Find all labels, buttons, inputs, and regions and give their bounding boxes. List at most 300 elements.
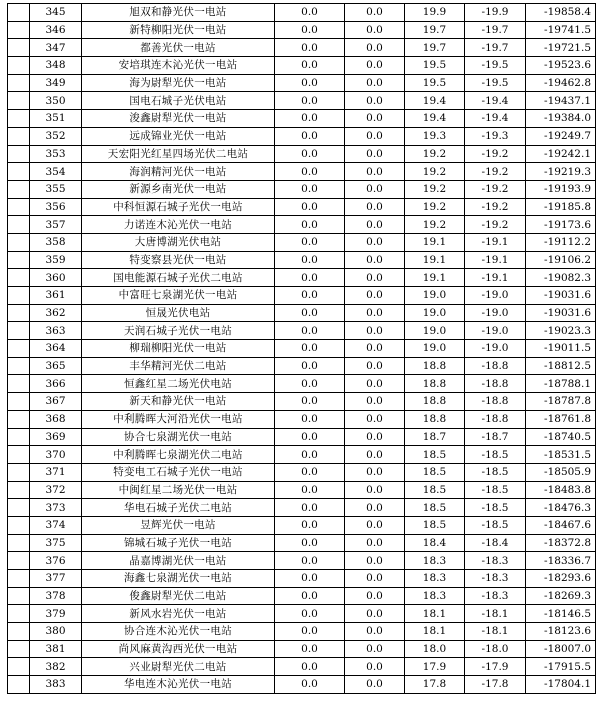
table-row: [8, 74, 596, 92]
table-row: [8, 180, 596, 198]
value-col2-cell: 0.0: [345, 110, 405, 128]
value-col2-cell: 0.0: [345, 21, 405, 39]
value-col2-cell: 0.0: [345, 640, 405, 658]
margin-cell: [8, 410, 30, 428]
value-col5-cell: -19193.9: [526, 180, 596, 198]
value-col3-cell: 19.2: [405, 163, 465, 181]
row-number-cell: 373: [30, 499, 82, 517]
value-col2-cell: 0.0: [345, 393, 405, 411]
value-col2-cell: 0.0: [345, 499, 405, 517]
table-row: [8, 127, 596, 145]
value-col3-cell: 18.5: [405, 516, 465, 534]
row-number-cell: 349: [30, 74, 82, 92]
station-table: [7, 3, 596, 694]
value-col4-cell: -18.1: [465, 605, 526, 623]
table-row: [8, 375, 596, 393]
table-row: [8, 198, 596, 216]
table-row: [8, 163, 596, 181]
value-col1-cell: 0.0: [275, 463, 345, 481]
value-col4-cell: -17.8: [465, 676, 526, 694]
row-number-cell: 348: [30, 57, 82, 75]
table-row: [8, 605, 596, 623]
value-col2-cell: 0.0: [345, 4, 405, 22]
station-name-cell: 海鑫七泉湖光伏一电站: [82, 570, 275, 588]
margin-cell: [8, 357, 30, 375]
value-col3-cell: 19.2: [405, 180, 465, 198]
table-row: [8, 640, 596, 658]
value-col5-cell: -19011.5: [526, 340, 596, 358]
table-row: [8, 481, 596, 499]
value-col4-cell: -19.0: [465, 304, 526, 322]
value-col1-cell: 0.0: [275, 499, 345, 517]
value-col4-cell: -18.8: [465, 375, 526, 393]
value-col4-cell: -19.1: [465, 233, 526, 251]
row-number-cell: 374: [30, 516, 82, 534]
row-number-cell: 369: [30, 428, 82, 446]
value-col4-cell: -18.1: [465, 623, 526, 641]
row-number-cell: 360: [30, 269, 82, 287]
value-col2-cell: 0.0: [345, 446, 405, 464]
value-col4-cell: -19.2: [465, 163, 526, 181]
value-col2-cell: 0.0: [345, 57, 405, 75]
margin-cell: [8, 163, 30, 181]
value-col5-cell: -19031.6: [526, 304, 596, 322]
row-number-cell: 382: [30, 658, 82, 676]
value-col1-cell: 0.0: [275, 110, 345, 128]
row-number-cell: 365: [30, 357, 82, 375]
value-col4-cell: -19.3: [465, 127, 526, 145]
value-col3-cell: 19.4: [405, 92, 465, 110]
value-col1-cell: 0.0: [275, 481, 345, 499]
value-col1-cell: 0.0: [275, 74, 345, 92]
station-name-cell: 新天和静光伏一电站: [82, 393, 275, 411]
row-number-cell: 347: [30, 39, 82, 57]
margin-cell: [8, 552, 30, 570]
margin-cell: [8, 57, 30, 75]
row-number-cell: 381: [30, 640, 82, 658]
station-name-cell: 安培琪连木沁光伏一电站: [82, 57, 275, 75]
value-col1-cell: 0.0: [275, 322, 345, 340]
table-row: [8, 446, 596, 464]
value-col3-cell: 18.5: [405, 463, 465, 481]
value-col1-cell: 0.0: [275, 623, 345, 641]
margin-cell: [8, 375, 30, 393]
row-number-cell: 345: [30, 4, 82, 22]
value-col5-cell: -19082.3: [526, 269, 596, 287]
value-col5-cell: -18467.6: [526, 516, 596, 534]
margin-cell: [8, 110, 30, 128]
value-col5-cell: -18761.8: [526, 410, 596, 428]
station-name-cell: 大唐博湖光伏电站: [82, 233, 275, 251]
value-col5-cell: -19721.5: [526, 39, 596, 57]
table-row: [8, 428, 596, 446]
table-row: [8, 4, 596, 22]
value-col4-cell: -19.5: [465, 74, 526, 92]
value-col1-cell: 0.0: [275, 287, 345, 305]
value-col5-cell: -19462.8: [526, 74, 596, 92]
value-col1-cell: 0.0: [275, 216, 345, 234]
station-name-cell: 旭双和静光伏一电站: [82, 4, 275, 22]
margin-cell: [8, 428, 30, 446]
value-col2-cell: 0.0: [345, 357, 405, 375]
value-col1-cell: 0.0: [275, 446, 345, 464]
margin-cell: [8, 516, 30, 534]
margin-cell: [8, 4, 30, 22]
station-name-cell: 远成锦业光伏一电站: [82, 127, 275, 145]
value-col5-cell: -18505.9: [526, 463, 596, 481]
value-col3-cell: 19.3: [405, 127, 465, 145]
value-col1-cell: 0.0: [275, 375, 345, 393]
value-col3-cell: 19.1: [405, 269, 465, 287]
value-col2-cell: 0.0: [345, 428, 405, 446]
value-col1-cell: 0.0: [275, 393, 345, 411]
value-col5-cell: -19173.6: [526, 216, 596, 234]
table-row: [8, 92, 596, 110]
value-col2-cell: 0.0: [345, 216, 405, 234]
value-col1-cell: 0.0: [275, 340, 345, 358]
value-col1-cell: 0.0: [275, 127, 345, 145]
value-col3-cell: 19.1: [405, 251, 465, 269]
value-col2-cell: 0.0: [345, 623, 405, 641]
margin-cell: [8, 304, 30, 322]
value-col2-cell: 0.0: [345, 322, 405, 340]
row-number-cell: 356: [30, 198, 82, 216]
row-number-cell: 354: [30, 163, 82, 181]
row-number-cell: 359: [30, 251, 82, 269]
value-col1-cell: 0.0: [275, 658, 345, 676]
value-col1-cell: 0.0: [275, 587, 345, 605]
margin-cell: [8, 287, 30, 305]
station-name-cell: 恒晟光伏电站: [82, 304, 275, 322]
row-number-cell: 358: [30, 233, 82, 251]
value-col4-cell: -18.7: [465, 428, 526, 446]
value-col1-cell: 0.0: [275, 570, 345, 588]
station-name-cell: 中利腾晖七泉湖光伏二电站: [82, 446, 275, 464]
value-col2-cell: 0.0: [345, 39, 405, 57]
table-row: [8, 251, 596, 269]
margin-cell: [8, 640, 30, 658]
table-row: [8, 587, 596, 605]
station-name-cell: 中利腾晖大河沿光伏一电站: [82, 410, 275, 428]
station-name-cell: 天宏阳光红星四场光伏二电站: [82, 145, 275, 163]
value-col1-cell: 0.0: [275, 57, 345, 75]
station-name-cell: 晶嘉博湖光伏一电站: [82, 552, 275, 570]
value-col3-cell: 19.0: [405, 287, 465, 305]
value-col2-cell: 0.0: [345, 74, 405, 92]
value-col5-cell: -18372.8: [526, 534, 596, 552]
row-number-cell: 379: [30, 605, 82, 623]
table-row: [8, 57, 596, 75]
value-col4-cell: -19.1: [465, 251, 526, 269]
table-row: [8, 322, 596, 340]
margin-cell: [8, 251, 30, 269]
row-number-cell: 363: [30, 322, 82, 340]
value-col1-cell: 0.0: [275, 516, 345, 534]
row-number-cell: 357: [30, 216, 82, 234]
value-col2-cell: 0.0: [345, 481, 405, 499]
value-col3-cell: 18.4: [405, 534, 465, 552]
value-col4-cell: -19.4: [465, 110, 526, 128]
table-row: [8, 570, 596, 588]
value-col4-cell: -19.0: [465, 287, 526, 305]
row-number-cell: 366: [30, 375, 82, 393]
value-col1-cell: 0.0: [275, 198, 345, 216]
row-number-cell: 372: [30, 481, 82, 499]
value-col1-cell: 0.0: [275, 534, 345, 552]
station-name-cell: 新特柳阳光伏一电站: [82, 21, 275, 39]
row-number-cell: 370: [30, 446, 82, 464]
table-row: [8, 499, 596, 517]
value-col5-cell: -19112.2: [526, 233, 596, 251]
row-number-cell: 367: [30, 393, 82, 411]
value-col1-cell: 0.0: [275, 251, 345, 269]
value-col3-cell: 18.8: [405, 410, 465, 428]
table-row: [8, 658, 596, 676]
value-col2-cell: 0.0: [345, 658, 405, 676]
table-body: [8, 4, 596, 694]
value-col5-cell: -18812.5: [526, 357, 596, 375]
row-number-cell: 351: [30, 110, 82, 128]
table-row: [8, 39, 596, 57]
row-number-cell: 383: [30, 676, 82, 694]
value-col4-cell: -19.7: [465, 21, 526, 39]
value-col4-cell: -18.5: [465, 516, 526, 534]
table-row: [8, 110, 596, 128]
value-col1-cell: 0.0: [275, 269, 345, 287]
value-col3-cell: 18.3: [405, 570, 465, 588]
table-row: [8, 516, 596, 534]
station-name-cell: 中闽红星二场光伏一电站: [82, 481, 275, 499]
value-col5-cell: -18740.5: [526, 428, 596, 446]
margin-cell: [8, 269, 30, 287]
value-col3-cell: 18.3: [405, 552, 465, 570]
table-row: [8, 410, 596, 428]
value-col4-cell: -18.8: [465, 410, 526, 428]
value-col1-cell: 0.0: [275, 163, 345, 181]
value-col5-cell: -19437.1: [526, 92, 596, 110]
row-number-cell: 355: [30, 180, 82, 198]
margin-cell: [8, 127, 30, 145]
value-col3-cell: 18.7: [405, 428, 465, 446]
value-col4-cell: -19.2: [465, 180, 526, 198]
value-col5-cell: -19242.1: [526, 145, 596, 163]
value-col1-cell: 0.0: [275, 605, 345, 623]
margin-cell: [8, 393, 30, 411]
margin-cell: [8, 605, 30, 623]
row-number-cell: 361: [30, 287, 82, 305]
value-col1-cell: 0.0: [275, 145, 345, 163]
row-number-cell: 371: [30, 463, 82, 481]
value-col4-cell: -18.3: [465, 587, 526, 605]
value-col5-cell: -18007.0: [526, 640, 596, 658]
value-col1-cell: 0.0: [275, 640, 345, 658]
row-number-cell: 368: [30, 410, 82, 428]
margin-cell: [8, 21, 30, 39]
value-col1-cell: 0.0: [275, 92, 345, 110]
station-name-cell: 华电石城子光伏二电站: [82, 499, 275, 517]
value-col4-cell: -18.3: [465, 552, 526, 570]
station-name-cell: 锦城石城子光伏一电站: [82, 534, 275, 552]
value-col2-cell: 0.0: [345, 375, 405, 393]
value-col3-cell: 18.5: [405, 499, 465, 517]
value-col2-cell: 0.0: [345, 552, 405, 570]
value-col5-cell: -19858.4: [526, 4, 596, 22]
margin-cell: [8, 74, 30, 92]
table-row: [8, 21, 596, 39]
value-col5-cell: -17915.5: [526, 658, 596, 676]
margin-cell: [8, 92, 30, 110]
table-row: [8, 145, 596, 163]
margin-cell: [8, 322, 30, 340]
table-row: [8, 216, 596, 234]
value-col4-cell: -19.1: [465, 269, 526, 287]
value-col1-cell: 0.0: [275, 4, 345, 22]
value-col5-cell: -18123.6: [526, 623, 596, 641]
station-name-cell: 浚鑫尉犁光伏一电站: [82, 110, 275, 128]
station-name-cell: 柳瑞柳阳光伏一电站: [82, 340, 275, 358]
row-number-cell: 376: [30, 552, 82, 570]
value-col3-cell: 17.9: [405, 658, 465, 676]
station-name-cell: 中科恒源石城子光伏一电站: [82, 198, 275, 216]
value-col1-cell: 0.0: [275, 304, 345, 322]
station-name-cell: 海润精河光伏一电站: [82, 163, 275, 181]
station-name-cell: 国电石城子光伏电站: [82, 92, 275, 110]
value-col3-cell: 19.0: [405, 340, 465, 358]
value-col4-cell: -19.2: [465, 145, 526, 163]
table-row: [8, 269, 596, 287]
station-name-cell: 力诺连木沁光伏一电站: [82, 216, 275, 234]
row-number-cell: 350: [30, 92, 82, 110]
table-row: [8, 340, 596, 358]
value-col3-cell: 19.7: [405, 21, 465, 39]
value-col2-cell: 0.0: [345, 534, 405, 552]
margin-cell: [8, 534, 30, 552]
station-name-cell: 国电能源石城子光伏二电站: [82, 269, 275, 287]
value-col3-cell: 17.8: [405, 676, 465, 694]
value-col2-cell: 0.0: [345, 676, 405, 694]
value-col1-cell: 0.0: [275, 410, 345, 428]
value-col2-cell: 0.0: [345, 340, 405, 358]
value-col2-cell: 0.0: [345, 304, 405, 322]
value-col3-cell: 19.2: [405, 198, 465, 216]
margin-cell: [8, 180, 30, 198]
value-col5-cell: -18483.8: [526, 481, 596, 499]
value-col5-cell: -18336.7: [526, 552, 596, 570]
value-col1-cell: 0.0: [275, 39, 345, 57]
margin-cell: [8, 145, 30, 163]
value-col5-cell: -19106.2: [526, 251, 596, 269]
value-col5-cell: -19523.6: [526, 57, 596, 75]
station-name-cell: 中富旺七泉湖光伏一电站: [82, 287, 275, 305]
value-col2-cell: 0.0: [345, 605, 405, 623]
value-col5-cell: -19023.3: [526, 322, 596, 340]
value-col4-cell: -18.0: [465, 640, 526, 658]
value-col4-cell: -19.0: [465, 340, 526, 358]
value-col5-cell: -17804.1: [526, 676, 596, 694]
value-col4-cell: -18.3: [465, 570, 526, 588]
margin-cell: [8, 463, 30, 481]
station-name-cell: 尚风麻黄沟西光伏一电站: [82, 640, 275, 658]
value-col2-cell: 0.0: [345, 251, 405, 269]
row-number-cell: 375: [30, 534, 82, 552]
value-col4-cell: -18.5: [465, 481, 526, 499]
station-name-cell: 兴业尉犁光伏二电站: [82, 658, 275, 676]
value-col3-cell: 19.0: [405, 304, 465, 322]
value-col5-cell: -19185.8: [526, 198, 596, 216]
value-col2-cell: 0.0: [345, 269, 405, 287]
row-number-cell: 353: [30, 145, 82, 163]
value-col1-cell: 0.0: [275, 233, 345, 251]
station-name-cell: 恒鑫红星二场光伏电站: [82, 375, 275, 393]
table-row: [8, 463, 596, 481]
value-col4-cell: -18.4: [465, 534, 526, 552]
value-col1-cell: 0.0: [275, 21, 345, 39]
value-col3-cell: 18.0: [405, 640, 465, 658]
value-col3-cell: 18.8: [405, 357, 465, 375]
table-row: [8, 623, 596, 641]
value-col4-cell: -18.8: [465, 357, 526, 375]
value-col3-cell: 19.5: [405, 74, 465, 92]
margin-cell: [8, 623, 30, 641]
station-name-cell: 都善光伏一电站: [82, 39, 275, 57]
value-col3-cell: 19.2: [405, 216, 465, 234]
value-col2-cell: 0.0: [345, 163, 405, 181]
table-row: [8, 676, 596, 694]
margin-cell: [8, 499, 30, 517]
margin-cell: [8, 570, 30, 588]
value-col5-cell: -19384.0: [526, 110, 596, 128]
row-number-cell: 380: [30, 623, 82, 641]
value-col4-cell: -19.0: [465, 322, 526, 340]
margin-cell: [8, 446, 30, 464]
table-row: [8, 534, 596, 552]
value-col2-cell: 0.0: [345, 570, 405, 588]
value-col3-cell: 18.8: [405, 375, 465, 393]
value-col2-cell: 0.0: [345, 516, 405, 534]
margin-cell: [8, 587, 30, 605]
value-col1-cell: 0.0: [275, 552, 345, 570]
row-number-cell: 346: [30, 21, 82, 39]
value-col1-cell: 0.0: [275, 676, 345, 694]
station-name-cell: 新风水岩光伏一电站: [82, 605, 275, 623]
margin-cell: [8, 198, 30, 216]
value-col5-cell: -18293.6: [526, 570, 596, 588]
value-col4-cell: -19.2: [465, 198, 526, 216]
value-col1-cell: 0.0: [275, 428, 345, 446]
station-name-cell: 协合连木沁光伏一电站: [82, 623, 275, 641]
station-name-cell: 特变察县光伏一电站: [82, 251, 275, 269]
table-row: [8, 304, 596, 322]
row-number-cell: 364: [30, 340, 82, 358]
value-col4-cell: -19.5: [465, 57, 526, 75]
margin-cell: [8, 340, 30, 358]
row-number-cell: 378: [30, 587, 82, 605]
table-row: [8, 357, 596, 375]
value-col4-cell: -18.5: [465, 446, 526, 464]
margin-cell: [8, 39, 30, 57]
value-col2-cell: 0.0: [345, 587, 405, 605]
value-col2-cell: 0.0: [345, 145, 405, 163]
station-name-cell: 天润石城子光伏一电站: [82, 322, 275, 340]
value-col2-cell: 0.0: [345, 92, 405, 110]
margin-cell: [8, 481, 30, 499]
station-name-cell: 特变电工石城子光伏一电站: [82, 463, 275, 481]
value-col1-cell: 0.0: [275, 357, 345, 375]
value-col5-cell: -18476.3: [526, 499, 596, 517]
value-col2-cell: 0.0: [345, 180, 405, 198]
value-col4-cell: -18.5: [465, 463, 526, 481]
value-col2-cell: 0.0: [345, 410, 405, 428]
